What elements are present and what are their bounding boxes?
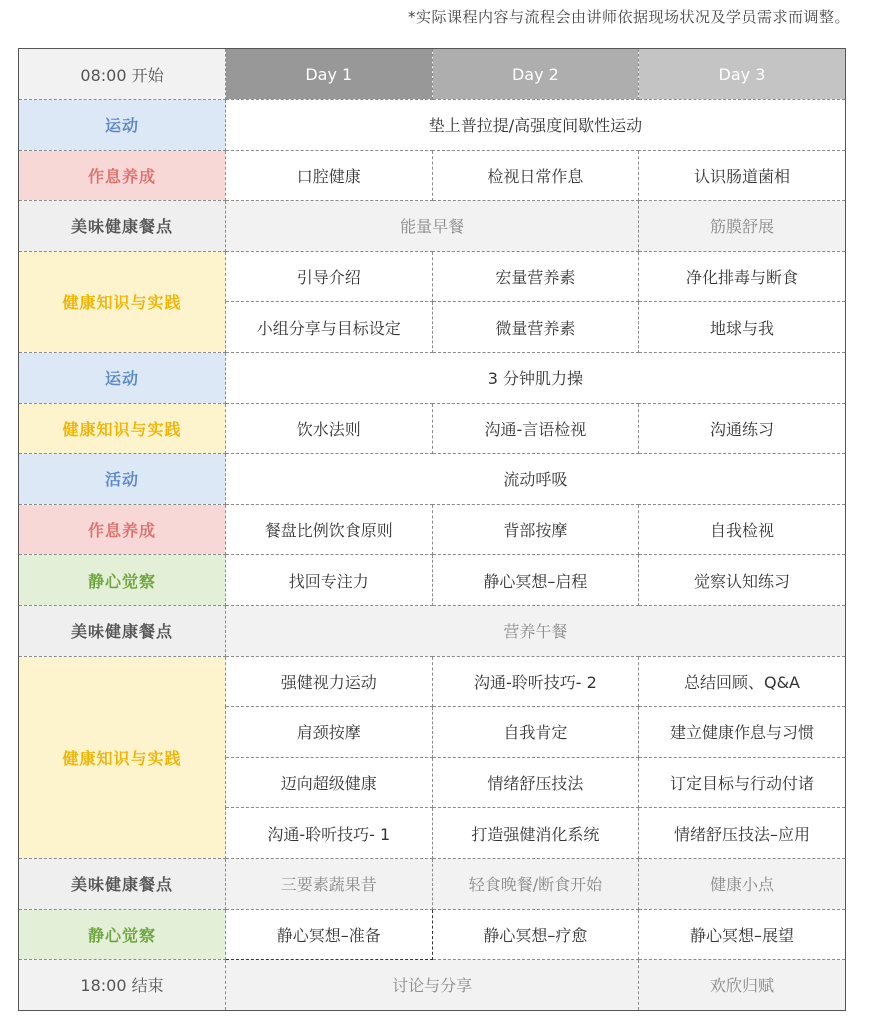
disclaimer-note: *实际课程内容与流程会由讲师依据现场状况及学员需求而调整。 <box>407 8 850 26</box>
activity-cell: 肩颈按摩 <box>226 707 433 758</box>
category-cell: 健康知识与实践 <box>19 251 226 352</box>
activity-cell: 3 分钟肌力操 <box>226 352 846 403</box>
table-row <box>19 909 846 960</box>
table-row <box>19 201 846 252</box>
table-row <box>19 454 846 505</box>
category-cell: 健康知识与实践 <box>19 403 226 454</box>
header-row <box>19 49 846 100</box>
meal-cell: 健康小点 <box>639 858 846 909</box>
table-row <box>19 150 846 201</box>
activity-cell: 沟通-言语检视 <box>432 403 639 454</box>
activity-cell: 口腔健康 <box>226 150 433 201</box>
activity-cell: 微量营养素 <box>432 302 639 353</box>
activity-cell: 找回专注力 <box>226 555 433 606</box>
meal-cell: 三要素蔬果昔 <box>226 858 433 909</box>
schedule-table <box>18 48 846 1011</box>
activity-cell: 打造强健消化系统 <box>432 808 639 859</box>
table-row <box>19 352 846 403</box>
activity-cell: 静心冥想–疗愈 <box>432 909 639 960</box>
table-row <box>19 555 846 606</box>
meal-cell: 筋膜舒展 <box>639 201 846 252</box>
day1-header: Day 1 <box>226 49 433 100</box>
meal-cell: 能量早餐 <box>226 201 639 252</box>
activity-cell: 宏量营养素 <box>432 251 639 302</box>
activity-cell: 餐盘比例饮食原则 <box>226 504 433 555</box>
activity-cell: 饮水法则 <box>226 403 433 454</box>
meal-cell: 讨论与分享 <box>226 960 639 1011</box>
table-row <box>19 605 846 656</box>
activity-cell: 静心冥想–启程 <box>432 555 639 606</box>
activity-cell: 流动呼吸 <box>226 454 846 505</box>
category-cell: 美味健康餐点 <box>19 201 226 252</box>
activity-cell: 自我检视 <box>639 504 846 555</box>
activity-cell: 情绪舒压技法 <box>432 757 639 808</box>
activity-cell: 沟通练习 <box>639 403 846 454</box>
activity-cell: 地球与我 <box>639 302 846 353</box>
meal-cell: 营养午餐 <box>226 605 846 656</box>
category-cell: 美味健康餐点 <box>19 858 226 909</box>
activity-cell: 总结回顾、Q&A <box>639 656 846 707</box>
activity-cell: 静心冥想–展望 <box>639 909 846 960</box>
category-cell: 健康知识与实践 <box>19 656 226 858</box>
activity-cell: 垫上普拉提/高强度间歇性运动 <box>226 100 846 151</box>
category-cell: 静心觉察 <box>19 555 226 606</box>
activity-cell: 情绪舒压技法–应用 <box>639 808 846 859</box>
table-row <box>19 960 846 1011</box>
category-cell: 运动 <box>19 352 226 403</box>
category-cell: 作息养成 <box>19 150 226 201</box>
category-cell: 作息养成 <box>19 504 226 555</box>
category-cell: 美味健康餐点 <box>19 605 226 656</box>
activity-cell: 静心冥想–准备 <box>226 909 433 960</box>
table-row <box>19 100 846 151</box>
activity-cell: 背部按摩 <box>432 504 639 555</box>
activity-cell: 净化排毒与断食 <box>639 251 846 302</box>
start-time: 08:00 开始 <box>19 49 226 100</box>
table-row <box>19 858 846 909</box>
day2-header: Day 2 <box>432 49 639 100</box>
table-row <box>19 656 846 707</box>
activity-cell: 觉察认知练习 <box>639 555 846 606</box>
category-cell: 静心觉察 <box>19 909 226 960</box>
activity-cell: 建立健康作息与习惯 <box>639 707 846 758</box>
activity-cell: 认识肠道菌相 <box>639 150 846 201</box>
activity-cell: 小组分享与目标设定 <box>226 302 433 353</box>
activity-cell: 沟通-聆听技巧- 1 <box>226 808 433 859</box>
activity-cell: 迈向超级健康 <box>226 757 433 808</box>
activity-cell: 检视日常作息 <box>432 150 639 201</box>
table-row <box>19 403 846 454</box>
activity-cell: 强健视力运动 <box>226 656 433 707</box>
meal-cell: 欢欣归赋 <box>639 960 846 1011</box>
activity-cell: 引导介绍 <box>226 251 433 302</box>
end-time: 18:00 结束 <box>19 960 226 1011</box>
activity-cell: 自我肯定 <box>432 707 639 758</box>
day3-header: Day 3 <box>639 49 846 100</box>
category-cell: 运动 <box>19 100 226 151</box>
activity-cell: 沟通-聆听技巧- 2 <box>432 656 639 707</box>
table-row <box>19 504 846 555</box>
activity-cell: 订定目标与行动付诸 <box>639 757 846 808</box>
meal-cell: 轻食晚餐/断食开始 <box>432 858 639 909</box>
table-row <box>19 251 846 302</box>
category-cell: 活动 <box>19 454 226 505</box>
